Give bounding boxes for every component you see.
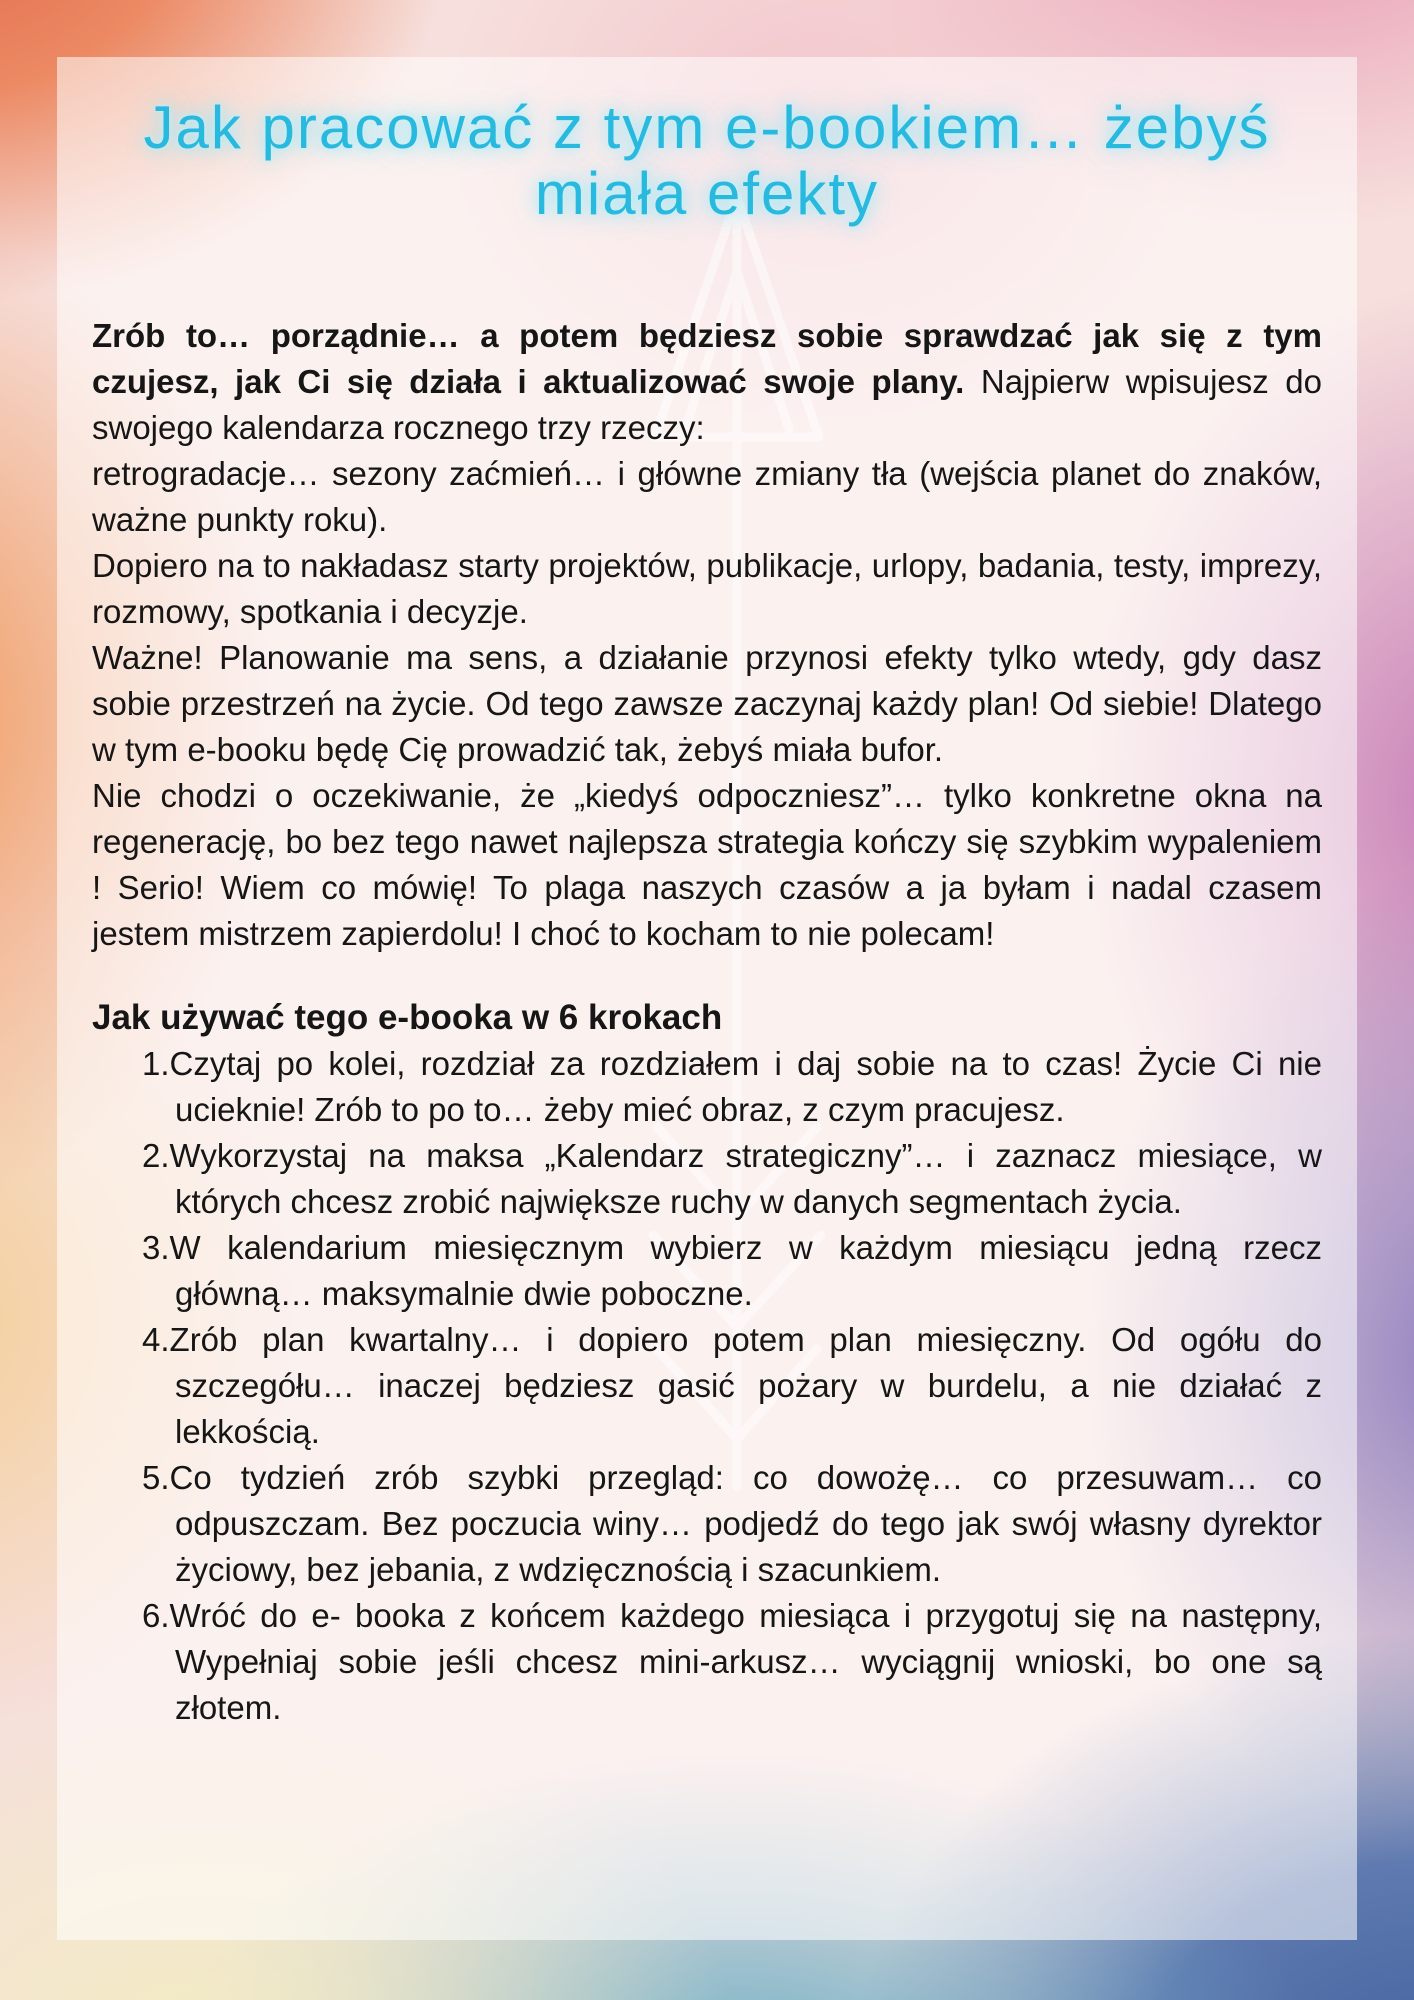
step-text: Czytaj po kolei, rozdział za rozdziałem i daj sobie na to czas! Życie Ci nie ucieknie! Zrób to po to… żeby mieć obraz, z czym pracujesz. — [169, 1045, 1322, 1128]
intro-paragraph-1-rest: Najpierw wpisujesz do swojego kalendarza rocznego trzy rzeczy: — [92, 363, 1322, 446]
step-text: W kalendarium miesięcznym wybierz w każdym miesiącu jedną rzecz główną… maksymalnie dwie poboczne. — [169, 1229, 1322, 1312]
step-number: 5. — [142, 1459, 170, 1496]
list-item — [142, 1593, 1322, 1731]
intro-paragraph-3: Dopiero na to nakładasz starty projektów, publikacje, urlopy, badania, testy, imprezy, rozmowy, spotkania i decyzje. — [92, 547, 1322, 630]
step-number: 6. — [142, 1597, 170, 1634]
list-item — [142, 1455, 1322, 1593]
page-title-line2: miała efekty — [534, 160, 880, 227]
page-content — [57, 57, 1357, 1940]
intro-paragraph-5: Nie chodzi o oczekiwanie, że „kiedyś odpoczniesz”… tylko konkretne okna na regenerację, bo bez tego nawet najlepsza strategia kończy się szybkim wypaleniem ! Serio! Wiem co mówię! To plaga naszych czasów a ja byłam i nadal czasem jestem mistrzem zapierdolu! I choć to kocham to nie polecam! — [92, 777, 1322, 952]
content-panel — [57, 57, 1357, 1940]
step-number: 3. — [142, 1229, 170, 1266]
step-text: Wykorzystaj na maksa „Kalendarz strategiczny”… i zaznacz miesiące, w których chcesz zrobić największe ruchy w danych segmentach życia. — [169, 1137, 1322, 1220]
step-number: 4. — [142, 1321, 170, 1358]
list-item — [142, 1133, 1322, 1225]
steps-list — [92, 1041, 1322, 1731]
page-title-line1: Jak pracować z tym e-bookiem… żebyś — [143, 94, 1271, 161]
intro-paragraph-1 — [92, 313, 1322, 451]
list-item — [142, 1225, 1322, 1317]
step-number: 2. — [142, 1137, 170, 1174]
intro-paragraph-1-bold: Zrób to… porządnie… a potem będziesz sobie sprawdzać jak się z tym czujesz, jak Ci się działa i aktualizować swoje plany. — [92, 317, 1322, 400]
step-number: 1. — [142, 1045, 170, 1082]
page-title — [92, 95, 1322, 227]
step-text: Co tydzień zrób szybki przegląd: co dowożę… co przesuwam… co odpuszczam. Bez poczucia winy… podjedź do tego jak swój własny dyrektor życiowy, bez jebania, z wdzięcznością i szacunkiem. — [169, 1459, 1322, 1588]
step-text: Wróć do e- booka z końcem każdego miesiąca i przygotuj się na następny, Wypełniaj sobie jeśli chcesz mini-arkusz… wyciągnij wnioski, bo one są złotem. — [169, 1597, 1322, 1726]
steps-heading: Jak używać tego e-booka w 6 krokach — [92, 998, 723, 1037]
intro-section — [92, 313, 1322, 957]
intro-paragraph-4: Ważne! Planowanie ma sens, a działanie przynosi efekty tylko wtedy, gdy dasz sobie przestrzeń na życie. Od tego zawsze zaczynaj każdy plan! Od siebie! Dlatego w tym e-booku będę Cię prowadzić tak, żebyś miała bufor. — [92, 639, 1322, 768]
list-item — [142, 1041, 1322, 1133]
list-item — [142, 1317, 1322, 1455]
step-text: Zrób plan kwartalny… i dopiero potem plan miesięczny. Od ogółu do szczegółu… inaczej będziesz gasić pożary w burdelu, a nie działać z lekkością. — [169, 1321, 1322, 1450]
intro-paragraph-2: retrogradacje… sezony zaćmień… i główne zmiany tła (wejścia planet do znaków, ważne punkty roku). — [92, 455, 1322, 538]
